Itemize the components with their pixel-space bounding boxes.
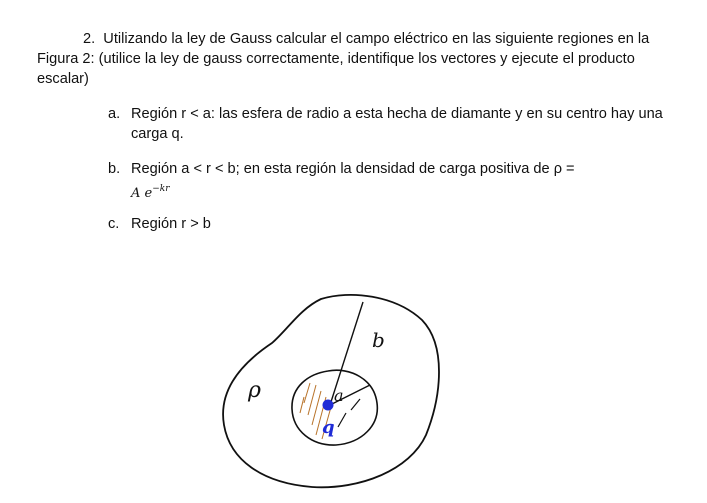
label-radius-b: b xyxy=(372,328,385,352)
problem-statement xyxy=(37,29,677,89)
figure-2-diagram xyxy=(200,285,460,503)
sub-question-body xyxy=(131,159,668,204)
problem-number: 2. xyxy=(83,31,96,47)
label-rho: ρ xyxy=(248,378,261,403)
sub-question-c xyxy=(108,214,668,234)
label-radius-a: a xyxy=(334,386,344,405)
sub-question-marker: a. xyxy=(108,106,121,122)
formula-exponent: −kr xyxy=(152,184,170,194)
problem-intro-paragraph xyxy=(37,29,677,89)
region-slash-mark xyxy=(338,413,346,427)
problem-intro-text: Utilizando la ley de Gauss calcular el campo eléctrico en las siguiente regiones en la Figura 2: (utilice la ley de gauss correctamente, identifique los vectores y ejecute el producto escalar) xyxy=(37,31,650,87)
region-slash-mark xyxy=(351,399,360,410)
inner-diamond-sphere xyxy=(292,370,377,445)
figure-svg xyxy=(200,285,460,503)
sub-question-a xyxy=(108,104,668,144)
point-charge xyxy=(323,400,334,411)
sub-question-text: Región r > b xyxy=(131,216,211,232)
charge-density-formula xyxy=(131,179,668,204)
sub-question-b xyxy=(108,159,668,204)
sub-question-text: Región r < a: las esfera de radio a esta hecha de diamante y en su centro hay una carga q. xyxy=(131,106,663,142)
label-charge-q: q xyxy=(322,417,335,438)
formula-base: A e xyxy=(131,186,153,201)
sub-question-text: Región a < r < b; en esta región la densidad de carga positiva de ρ = xyxy=(131,161,575,177)
sub-question-marker: b. xyxy=(108,161,121,177)
sub-question-marker: c. xyxy=(108,216,120,232)
